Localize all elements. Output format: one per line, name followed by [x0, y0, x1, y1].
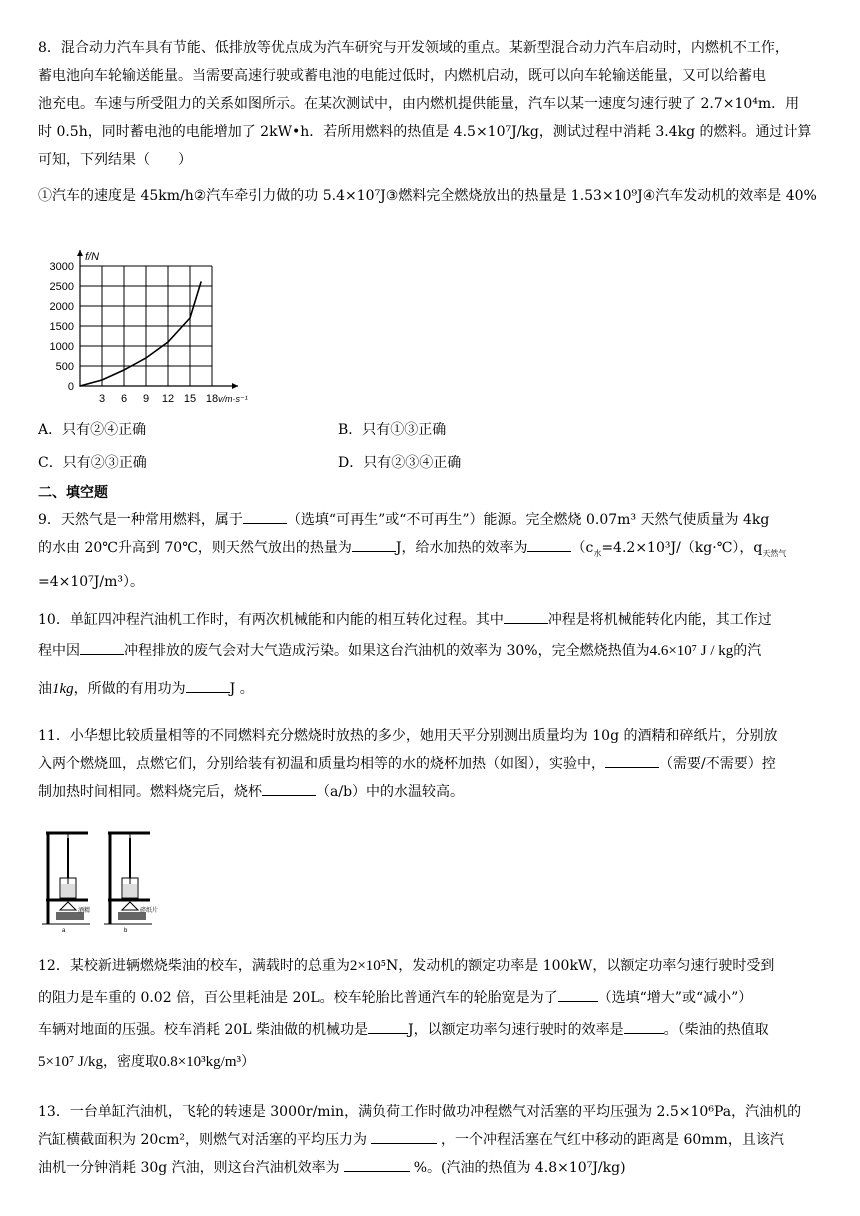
x-tick-label: 18: [205, 393, 219, 405]
y-tick-label: 1500: [49, 321, 74, 333]
data-point: [79, 385, 81, 387]
q8-statements: ①汽车的速度是 45km/h②汽车牵引力做的功 5.4×10⁷J③燃料完全燃烧放出的热量是 1.53×10⁹J④汽车发动机的效率是 40%: [38, 188, 817, 204]
q12-text: 车辆对地面的压强。校车消耗 20L 柴油做的机械功是: [38, 1022, 369, 1038]
question-8: [38, 34, 828, 210]
q8-line: 时 0.5h，同时蓄电池的电能增加了 2kW•h．若所用燃料的热值是 4.5×10⁷J/kg，测试过程中消耗 3.4kg 的燃料。通过计算: [38, 124, 812, 140]
answer-blank[interactable]: [80, 638, 124, 655]
question-13: [38, 1098, 828, 1182]
q10-text: J 。: [229, 681, 254, 697]
q12-text: ）: [241, 1054, 255, 1070]
q12-text: （选填“增大”或“减小”）: [597, 990, 753, 1006]
option-d[interactable]: D．只有②③④正确: [338, 455, 462, 471]
answer-blank[interactable]: [504, 607, 548, 624]
x-tick-label: 15: [183, 393, 197, 405]
q10-text: 10．单缸四冲程汽油机工作时，有两次机械能和内能的相互转化过程。其中: [38, 612, 504, 628]
q11-text: 入两个燃烧皿，点燃它们，分别给装有初温和质量均相等的水的烧杯加热（如图），实验中，: [38, 756, 605, 772]
q9-text: 9．天然气是一种常用燃料，属于: [38, 512, 243, 528]
x-axis-arrow: [232, 383, 238, 389]
fuel-label-b: 碎纸片: [140, 908, 159, 914]
option-a[interactable]: A．只有②④正确: [38, 422, 147, 438]
caption-b: b: [124, 928, 128, 934]
answer-blank[interactable]: [605, 751, 659, 768]
q13-text: %。(汽油的热值为 4.8×10⁷J/kg): [413, 1160, 626, 1176]
q8-line: 可知，下列结果（ ）: [38, 152, 192, 168]
section-heading: 二、填空题: [38, 485, 108, 501]
q9-subscript: 水: [593, 548, 602, 558]
q9-text: 的水由 20℃升高到 70℃，则天然气放出的热量为: [38, 540, 352, 556]
q9-text: （c: [571, 540, 594, 556]
speed-resistance-chart: [38, 248, 268, 408]
q9-text: =4.2×10³J/（kg·℃），q: [601, 540, 763, 556]
answer-blank[interactable]: [558, 985, 598, 1002]
q9-subscript: 天然气: [762, 548, 787, 558]
answer-blank[interactable]: [243, 507, 287, 524]
q11-text: （需要/不需要）控: [659, 756, 776, 772]
data-point: [145, 357, 147, 359]
answer-blank[interactable]: [368, 1017, 408, 1034]
q12-text: ，密度取: [102, 1054, 159, 1070]
q10-text: 冲程排放的废气会对大气造成污染。如果这台汽油机的效率为 30%，完全燃烧热值为: [124, 643, 650, 659]
q12-text: 12．某校新进辆燃烧柴油的校车，满载时的总重为: [38, 958, 350, 974]
caption-a: a: [62, 928, 66, 934]
y-tick-label: 3000: [49, 261, 74, 273]
data-point: [167, 341, 169, 343]
y-axis-arrow: [77, 250, 83, 256]
option-b[interactable]: B．只有①③正确: [338, 422, 447, 438]
data-point: [101, 379, 103, 381]
data-point: [123, 369, 125, 371]
question-11: [38, 722, 828, 806]
q11-text: （a/b）中的水温较高。: [316, 784, 465, 800]
q10-formula: 4.6×10⁷ J / kg: [649, 643, 734, 659]
q13-text: 汽缸横截面积为 20cm²，则燃气对活塞的平均压力为: [38, 1132, 367, 1148]
answer-blank[interactable]: [624, 1017, 664, 1034]
q10-text: ，所做的有用功为: [73, 681, 186, 697]
q10-formula: 1kg: [52, 681, 74, 697]
y-tick-label: 500: [55, 361, 74, 373]
y-tick-label: 0: [67, 381, 74, 393]
y-axis-label: f/N: [85, 251, 100, 263]
x-tick-label: 9: [142, 393, 150, 405]
resistance-curve: [80, 282, 201, 386]
question-10: [38, 606, 828, 706]
q8-line: 8．混合动力汽车具有节能、低排放等优点成为汽车研究与开发领域的重点。某新型混合动力汽车启动时，内燃机不工作，: [38, 40, 789, 56]
burner-apparatus-figure: [38, 826, 178, 934]
q11-text: 11．小华想比较质量相等的不同燃料充分燃烧时放热的多少，她用天平分别测出质量均为 10g 的酒精和碎纸片，分别放: [38, 728, 778, 744]
y-tick-label: 2000: [49, 301, 74, 313]
q12-text: N，发动机的额定功率是 100kW，以额定功率匀速行驶时受到: [386, 958, 775, 974]
q10-text: 冲程是将机械能转化内能，其工作过: [547, 612, 772, 628]
q9-text: （选填“可再生”或“不可再生”）能源。完全燃烧 0.07m³ 天然气使质量为 4kg: [286, 512, 770, 528]
q12-text: 的阻力是车重的 0.02 倍，百公里耗油是 20L。校车轮胎比普通汽车的轮胎宽是为了: [38, 990, 558, 1006]
q12-formula: 2×10⁵: [349, 958, 387, 974]
q12-text: 。（柴油的热值取: [663, 1022, 769, 1038]
x-tick-label: 12: [161, 393, 175, 405]
answer-blank[interactable]: [186, 676, 230, 693]
answer-blank[interactable]: [262, 779, 316, 796]
answer-blank[interactable]: [371, 1127, 437, 1144]
q12-formula: 0.8×10³kg/m³: [158, 1054, 241, 1070]
q11-text: 制加热时间相同。燃料烧完后，烧杯: [38, 784, 262, 800]
question-9: [38, 506, 828, 596]
answer-blank[interactable]: [527, 535, 571, 552]
q8-line: 池充电。车速与所受阻力的关系如图所示。在某次测试中，由内燃机提供能量，汽车以某一速度匀速行驶了 2.7×10⁴m．用: [38, 96, 800, 112]
q13-text: 13．一台单缸汽油机，飞轮的转速是 3000r/min，满负荷工作时做功冲程燃气对活塞的平均压强为 2.5×10⁶Pa，汽油机的: [38, 1104, 802, 1120]
q10-text: 程中因: [38, 643, 80, 659]
q9-text: J，给水加热的效率为: [395, 540, 528, 556]
option-c[interactable]: C．只有②③正确: [38, 455, 147, 471]
x-axis-label: v/m·s⁻¹: [218, 394, 248, 404]
fuel-label-a: 酒精: [78, 908, 91, 914]
answer-blank[interactable]: [344, 1155, 410, 1172]
data-point: [200, 281, 202, 283]
q13-text: 油机一分钟消耗 30g 汽油，则这台汽油机效率为: [38, 1160, 340, 1176]
y-tick-label: 1000: [49, 341, 74, 353]
q13-text: ，一个冲程活塞在气红中移动的距离是 60mm，且该汽: [441, 1132, 784, 1148]
q8-line: 蓄电池向车轮输送能量。当需要高速行驶或蓄电池的电能过低时，内燃机启动，既可以向车轮输送能量，又可以给蓄电: [38, 68, 766, 84]
q12-formula: 5×10⁷ J/kg: [38, 1054, 103, 1070]
q10-text: 的汽: [733, 643, 762, 659]
question-12: [38, 950, 828, 1078]
q9-text: =4×10⁷J/m³）。: [38, 573, 145, 590]
answer-blank[interactable]: [352, 535, 396, 552]
x-tick-label: 3: [98, 393, 106, 405]
q12-text: J，以额定功率匀速行驶时的效率是: [408, 1022, 624, 1038]
x-tick-label: 6: [120, 393, 128, 405]
y-tick-label: 2500: [49, 281, 74, 293]
q10-text: 油: [38, 681, 52, 697]
data-point: [189, 317, 191, 319]
apparatus-b: [104, 832, 158, 934]
apparatus-a: [42, 832, 90, 934]
